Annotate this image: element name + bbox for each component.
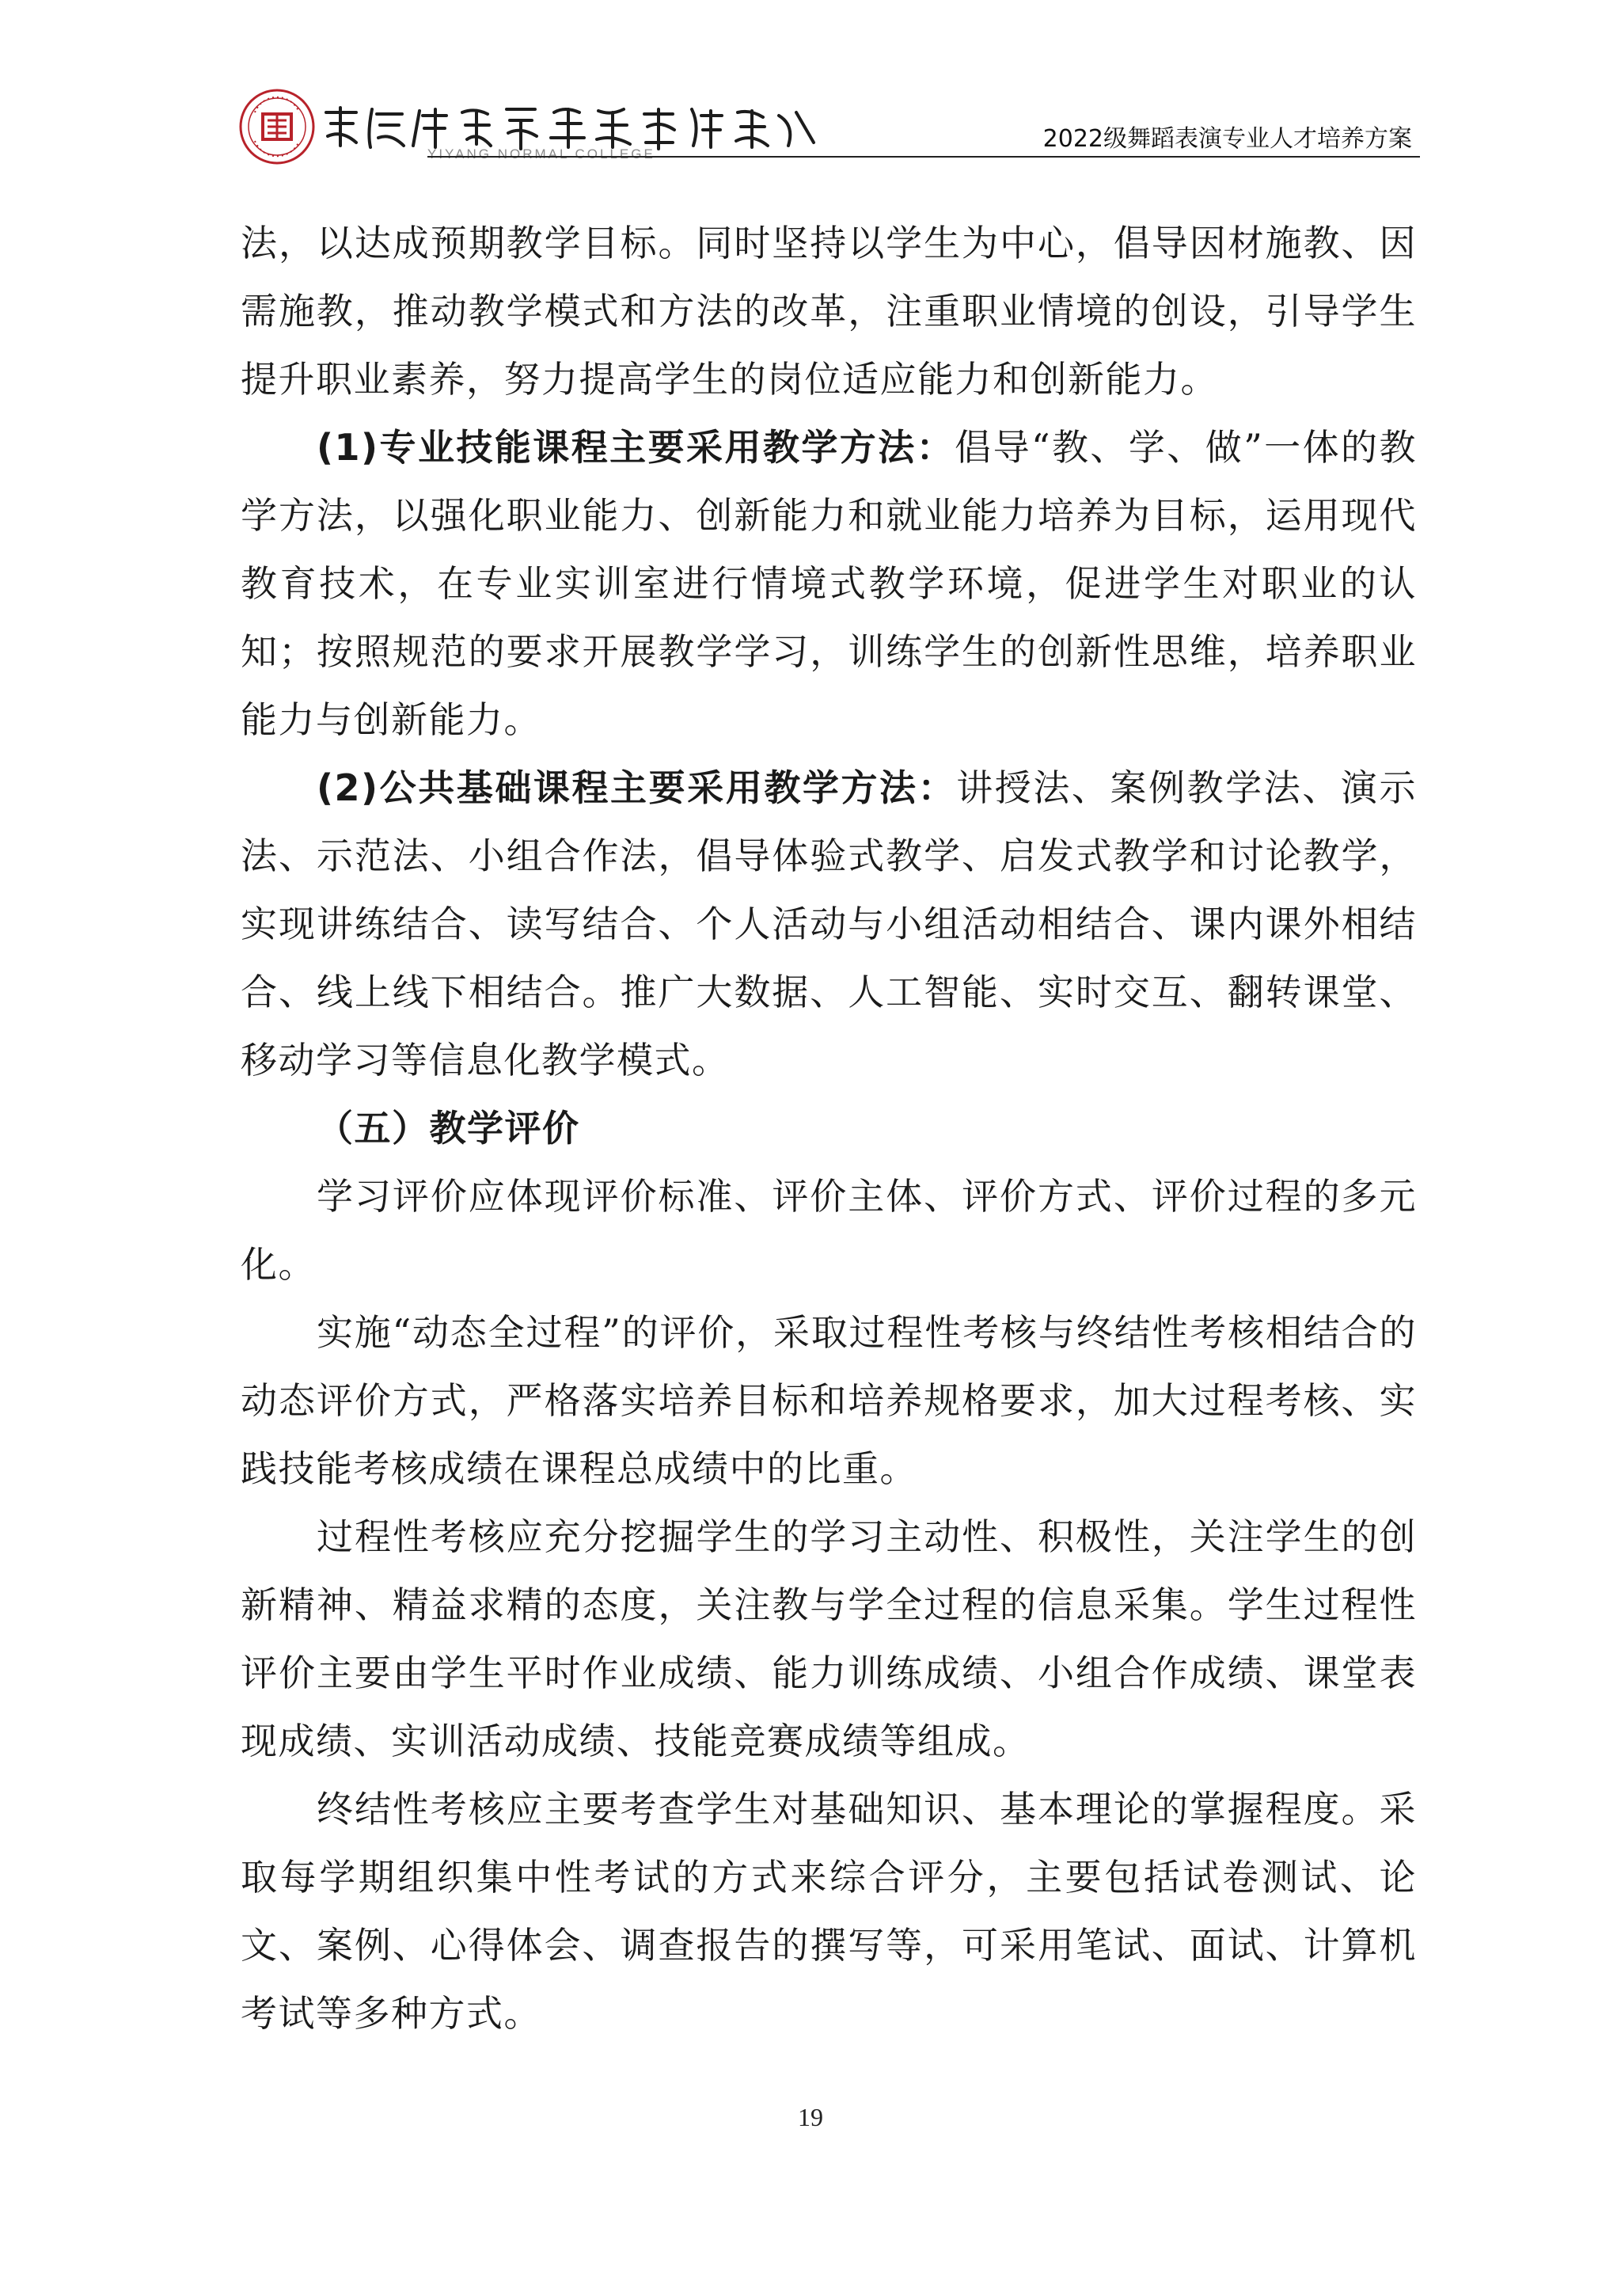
paragraph-text-public-foundation: 讲授法、案例教学法、演示法、示范法、小组合作法，倡导体验式教学、启发式教学和讨论教学，实现讲练结合、读写结合、个人活动与小组活动相结合、课内课外相结合、线上线下相结合。推广大数据、人工智能、实时交互、翻转课堂、移动学习等信息化教学模式。: [241, 766, 1417, 1081]
college-english-name: YIYANG NORMAL COLLEGE: [427, 146, 655, 162]
college-seal-logo: [237, 87, 317, 166]
page-number: 19: [798, 2103, 823, 2131]
document-body: [241, 209, 1417, 2047]
page-header: [237, 84, 1420, 173]
document-title: 2022级舞蹈表演专业人才培养方案: [1042, 125, 1412, 153]
college-calligraphy-logo: [320, 101, 826, 152]
paragraph-public-foundation-methods: [241, 754, 1417, 1094]
paragraph-text-professional-skill: 倡导“教、学、做”一体的教学方法，以强化职业能力、创新能力和就业能力培养为目标，运用现代教育技术，在专业实训室进行情境式教学环境，促进学生对职业的认知；按照规范的要求开展教学学习，训练学生的创新性思维，培养职业能力与创新能力。: [241, 426, 1417, 741]
paragraph-teaching-methods-intro: 法，以达成预期教学目标。同时坚持以学生为中心，倡导因材施教、因需施教，推动教学模式和方法的改革，注重职业情境的创设，引导学生提升职业素养，努力提高学生的岗位适应能力和创新能力。: [241, 222, 1417, 401]
paragraph-dynamic-evaluation: 实施“动态全过程”的评价，采取过程性考核与终结性考核相结合的动态评价方式，严格落实培养目标和培养规格要求，加大过程考核、实践技能考核成绩在课程总成绩中的比重。: [241, 1311, 1417, 1490]
paragraph-professional-skill-methods: [241, 413, 1417, 754]
paragraph-lead-professional-skill: (1)专业技能课程主要采用教学方法：: [317, 426, 955, 469]
header-divider: [427, 156, 1420, 158]
paragraph-lead-public-foundation: (2)公共基础课程主要采用教学方法：: [317, 766, 957, 809]
paragraph-summative-assessment: 终结性考核应主要考查学生对基础知识、基本理论的掌握程度。采取每学期组织集中性考试的方式来综合评分，主要包括试卷测试、论文、案例、心得体会、调查报告的撰写等，可采用笔试、面试、计算机考试等多种方式。: [241, 1788, 1417, 2035]
section-heading-teaching-evaluation: （五）教学评价: [317, 1107, 580, 1150]
paragraph-process-assessment: 过程性考核应充分挖掘学生的学习主动性、积极性，关注学生的创新精神、精益求精的态度，关注教与学全过程的信息采集。学生过程性评价主要由学生平时作业成绩、能力训练成绩、小组合作成绩、课堂表现成绩、实训活动成绩、技能竞赛成绩等组成。: [241, 1515, 1417, 1762]
paragraph-evaluation-diversity: 学习评价应体现评价标准、评价主体、评价方式、评价过程的多元化。: [241, 1175, 1417, 1286]
